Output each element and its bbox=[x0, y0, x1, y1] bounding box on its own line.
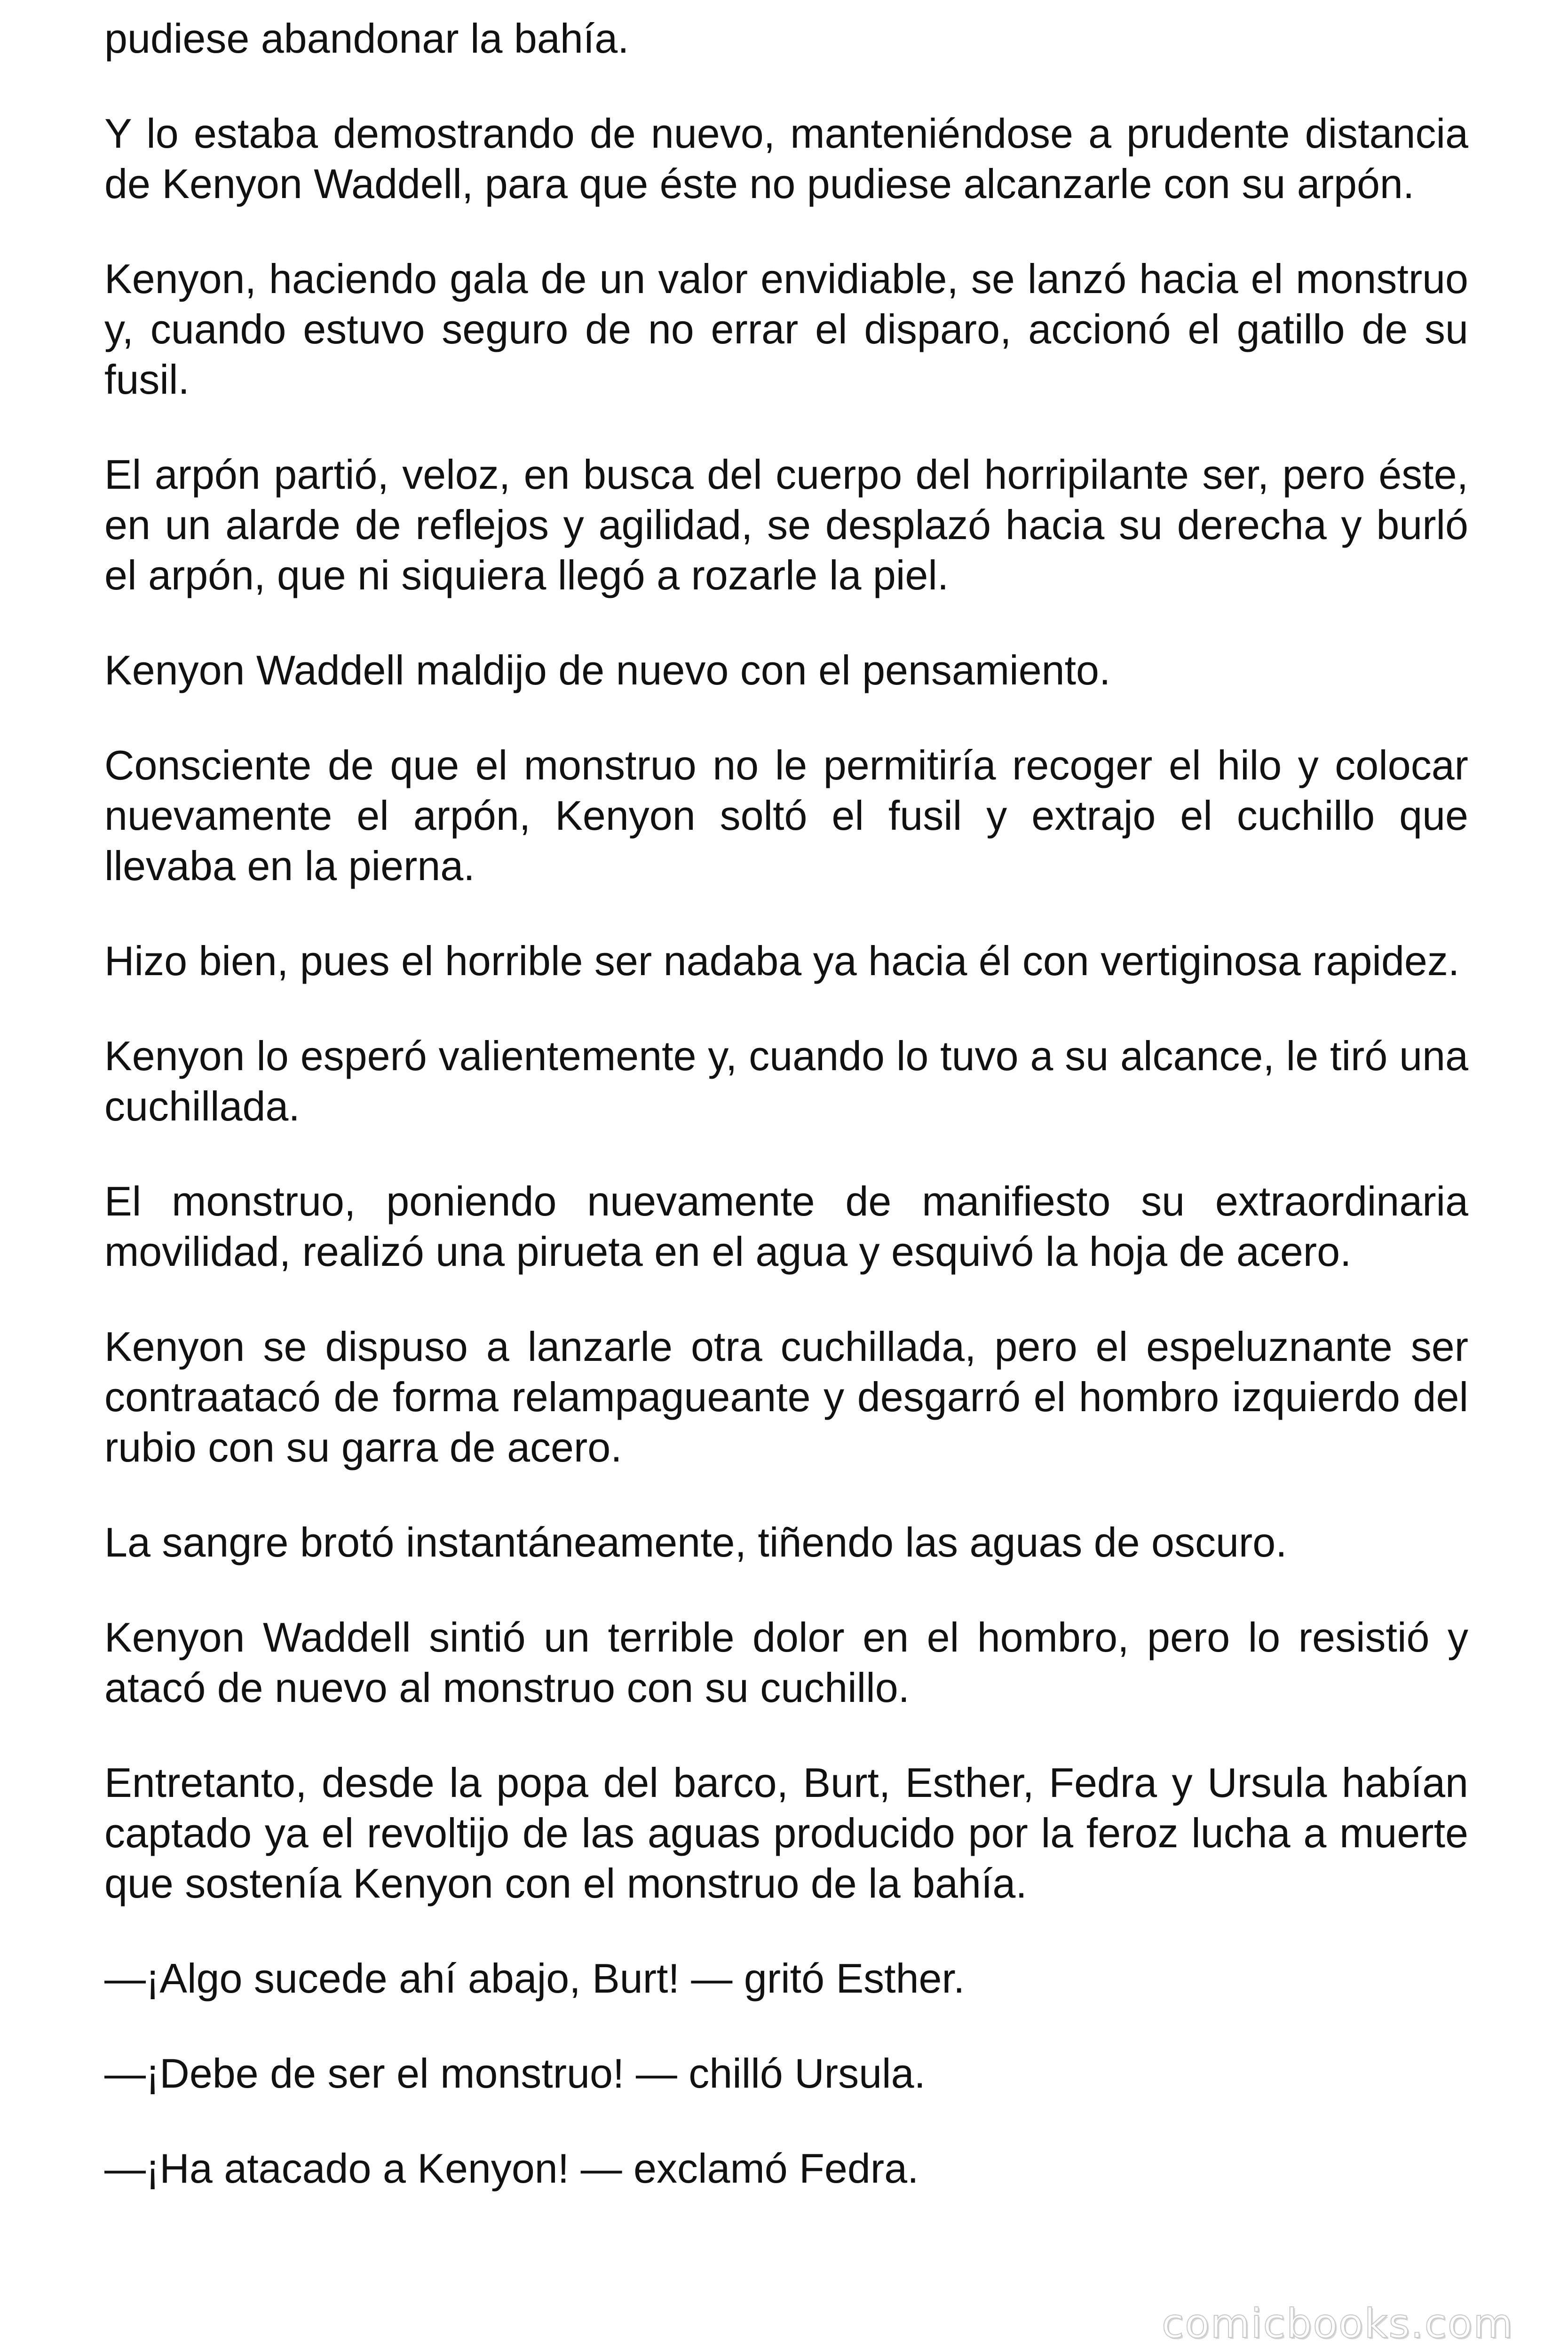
paragraph: El monstruo, poniendo nuevamente de manifiesto su extraordinaria movilidad, realizó una pirueta en el agua y esquivó la hoja de acero. bbox=[104, 1178, 1468, 1275]
paragraph: Kenyon se dispuso a lanzarle otra cuchillada, pero el espeluznante ser contraatacó de forma relampagueante y desgarró el hombro izquierdo del rubio con su garra de acero. bbox=[104, 1323, 1468, 1470]
paragraph: El arpón partió, veloz, en busca del cuerpo del horripilante ser, pero éste, en un alarde de reflejos y agilidad, se desplazó hacia su derecha y burló el arpón, que ni siquiera llegó a rozarle la piel. bbox=[104, 451, 1468, 598]
paragraph: La sangre brotó instantáneamente, tiñendo las aguas de oscuro. bbox=[104, 1519, 1287, 1565]
body-text bbox=[104, 13, 1468, 2238]
paragraph: Entretanto, desde la popa del barco, Burt, Esther, Fedra y Ursula habían captado ya el revoltijo de las aguas producido por la feroz lucha a muerte que sostenía Kenyon con el monstruo de la bahía. bbox=[104, 1759, 1468, 1907]
paragraph: Kenyon Waddell maldijo de nuevo con el pensamiento. bbox=[104, 647, 1111, 693]
dialogue-line: —¡Debe de ser el monstruo! — chilló Ursula. bbox=[104, 2050, 926, 2097]
paragraph: Consciente de que el monstruo no le permitiría recoger el hilo y colocar nuevamente el arpón, Kenyon soltó el fusil y extrajo el cuchillo que llevaba en la pierna. bbox=[104, 742, 1468, 889]
site-watermark: comicbooks.com bbox=[1162, 2300, 1514, 2347]
paragraph: Hizo bien, pues el horrible ser nadaba ya hacia él con vertiginosa rapidez. bbox=[104, 938, 1460, 984]
paragraph: Kenyon, haciendo gala de un valor envidiable, se lanzó hacia el monstruo y, cuando estuvo seguro de no errar el disparo, accionó el gatillo de su fusil. bbox=[104, 255, 1468, 403]
dialogue-line: —¡Algo sucede ahí abajo, Burt! — gritó Esther. bbox=[104, 1955, 965, 2002]
paragraph: Kenyon Waddell sintió un terrible dolor en el hombro, pero lo resistió y atacó de nuevo al monstruo con su cuchillo. bbox=[104, 1614, 1468, 1711]
paragraph: Kenyon lo esperó valientemente y, cuando lo tuvo a su alcance, le tiró una cuchillada. bbox=[104, 1033, 1468, 1129]
dialogue-line: —¡Ha atacado a Kenyon! — exclamó Fedra. bbox=[104, 2145, 919, 2192]
paragraph: pudiese abandonar la bahía. bbox=[104, 15, 629, 62]
paragraph: Y lo estaba demostrando de nuevo, manteniéndose a prudente distancia de Kenyon Waddell, para que éste no pudiese alcanzarle con su arpón. bbox=[104, 110, 1468, 207]
